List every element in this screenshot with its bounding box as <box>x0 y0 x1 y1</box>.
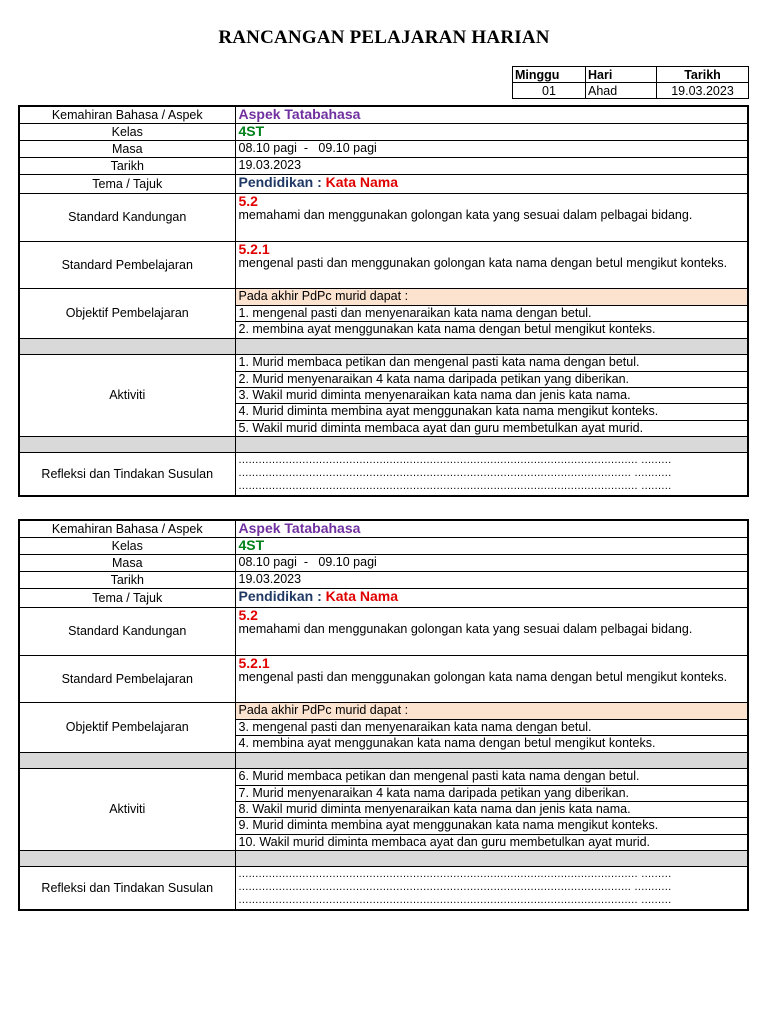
objective-item: 3. mengenal pasti dan menyenaraikan kata nama dengan betul. <box>235 719 748 735</box>
week-header: Minggu <box>513 67 586 83</box>
activity-item: 9. Murid diminta membina ayat menggunakan kata nama mengikut konteks. <box>235 817 748 834</box>
objective-item: 4. membina ayat menggunakan kata nama dengan betul mengikut konteks. <box>235 735 748 752</box>
date-label: Tarikh <box>19 571 235 588</box>
activity-item: 6. Murid membaca petikan dan mengenal pasti kata nama dengan betul. <box>235 768 748 785</box>
theme-separator: : <box>313 174 326 190</box>
content-standard-code: 5.2 <box>238 193 258 209</box>
date-info-table <box>512 66 749 99</box>
objective-header: Pada akhir PdPc murid dapat : <box>235 702 748 719</box>
theme-label: Tema / Tajuk <box>19 174 235 193</box>
time-label: Masa <box>19 554 235 571</box>
learning-standard-text: mengenal pasti dan menggunakan golongan kata nama dengan betul mengikut konteks. <box>238 255 728 270</box>
lesson-plan-table-1 <box>18 105 749 497</box>
time-value: 08.10 pagi - 09.10 pagi <box>235 554 748 571</box>
skill-label: Kemahiran Bahasa / Aspek <box>19 520 235 537</box>
topic-value: Kata Nama <box>325 588 399 604</box>
spacer-cell <box>235 436 748 452</box>
objective-header: Pada akhir PdPc murid dapat : <box>235 288 748 305</box>
activity-item: 10. Wakil murid diminta membaca ayat dan guru membetulkan ayat murid. <box>235 834 748 850</box>
page-title: RANCANGAN PELAJARAN HARIAN <box>218 27 550 48</box>
reflection-line[interactable]: ....................................................................................................................... ......... <box>238 868 672 881</box>
content-standard-label: Standard Kandungan <box>19 607 235 655</box>
time-label: Masa <box>19 140 235 157</box>
objective-label: Objektif Pembelajaran <box>19 702 235 752</box>
spacer-cell <box>235 338 748 354</box>
class-label: Kelas <box>19 123 235 140</box>
reflection-label: Refleksi dan Tindakan Susulan <box>19 452 235 496</box>
activity-label: Aktiviti <box>19 354 235 436</box>
theme-separator: : <box>313 588 326 604</box>
objective-item: 2. membina ayat menggunakan kata nama dengan betul mengikut konteks. <box>235 321 748 338</box>
spacer-cell <box>19 850 235 866</box>
learning-standard-code: 5.2.1 <box>238 241 270 257</box>
learning-standard-text: mengenal pasti dan menggunakan golongan kata nama dengan betul mengikut konteks. <box>238 669 728 684</box>
activity-label: Aktiviti <box>19 768 235 850</box>
activity-item: 1. Murid membaca petikan dan mengenal pasti kata nama dengan betul. <box>235 354 748 371</box>
day-value: Ahad <box>586 83 657 99</box>
day-header: Hari <box>586 67 657 83</box>
reflection-line[interactable]: ..................................................................................................................... ........... <box>238 467 672 480</box>
reflection-line[interactable]: ..................................................................................................................... ........... <box>238 881 672 894</box>
class-value: 4ST <box>238 123 265 139</box>
time-value: 08.10 pagi - 09.10 pagi <box>235 140 748 157</box>
date-label: Tarikh <box>19 157 235 174</box>
reflection-label: Refleksi dan Tindakan Susulan <box>19 866 235 910</box>
spacer-cell <box>19 752 235 768</box>
spacer-cell <box>19 436 235 452</box>
week-value: 01 <box>513 83 586 99</box>
content-standard-text: memahami dan menggunakan golongan kata yang sesuai dalam pelbagai bidang. <box>238 621 693 636</box>
objective-label: Objektif Pembelajaran <box>19 288 235 338</box>
activity-item: 3. Wakil murid diminta menyenaraikan kata nama dan jenis kata nama. <box>235 387 748 403</box>
theme-value: Pendidikan <box>238 174 314 190</box>
class-label: Kelas <box>19 537 235 554</box>
skill-label: Kemahiran Bahasa / Aspek <box>19 106 235 123</box>
content-standard-code: 5.2 <box>238 607 258 623</box>
activity-item: 2. Murid menyenaraikan 4 kata nama daripada petikan yang diberikan. <box>235 371 748 387</box>
activity-item: 5. Wakil murid diminta membaca ayat dan guru membetulkan ayat murid. <box>235 420 748 436</box>
theme-value: Pendidikan <box>238 588 314 604</box>
spacer-cell <box>235 752 748 768</box>
skill-value: Aspek Tatabahasa <box>238 106 361 122</box>
theme-label: Tema / Tajuk <box>19 588 235 607</box>
activity-item: 7. Murid menyenaraikan 4 kata nama daripada petikan yang diberikan. <box>235 785 748 801</box>
topic-value: Kata Nama <box>325 174 399 190</box>
date-value: 19.03.2023 <box>657 83 749 99</box>
date-field-value: 19.03.2023 <box>235 571 748 588</box>
objective-item: 1. mengenal pasti dan menyenaraikan kata nama dengan betul. <box>235 305 748 321</box>
activity-item: 4. Murid diminta membina ayat menggunakan kata nama mengikut konteks. <box>235 403 748 420</box>
date-field-value: 19.03.2023 <box>235 157 748 174</box>
skill-value: Aspek Tatabahasa <box>238 520 361 536</box>
reflection-line[interactable]: ....................................................................................................................... ......... <box>238 894 672 907</box>
lesson-plan-table-2 <box>18 519 749 911</box>
activity-item: 8. Wakil murid diminta menyenaraikan kata nama dan jenis kata nama. <box>235 801 748 817</box>
learning-standard-code: 5.2.1 <box>238 655 270 671</box>
spacer-cell <box>235 850 748 866</box>
date-header: Tarikh <box>657 67 749 83</box>
content-standard-text: memahami dan menggunakan golongan kata yang sesuai dalam pelbagai bidang. <box>238 207 693 222</box>
class-value: 4ST <box>238 537 265 553</box>
learning-standard-label: Standard Pembelajaran <box>19 655 235 702</box>
reflection-line[interactable]: ....................................................................................................................... ......... <box>238 480 672 493</box>
spacer-cell <box>19 338 235 354</box>
content-standard-label: Standard Kandungan <box>19 193 235 241</box>
reflection-line[interactable]: ....................................................................................................................... ......... <box>238 454 672 467</box>
learning-standard-label: Standard Pembelajaran <box>19 241 235 288</box>
